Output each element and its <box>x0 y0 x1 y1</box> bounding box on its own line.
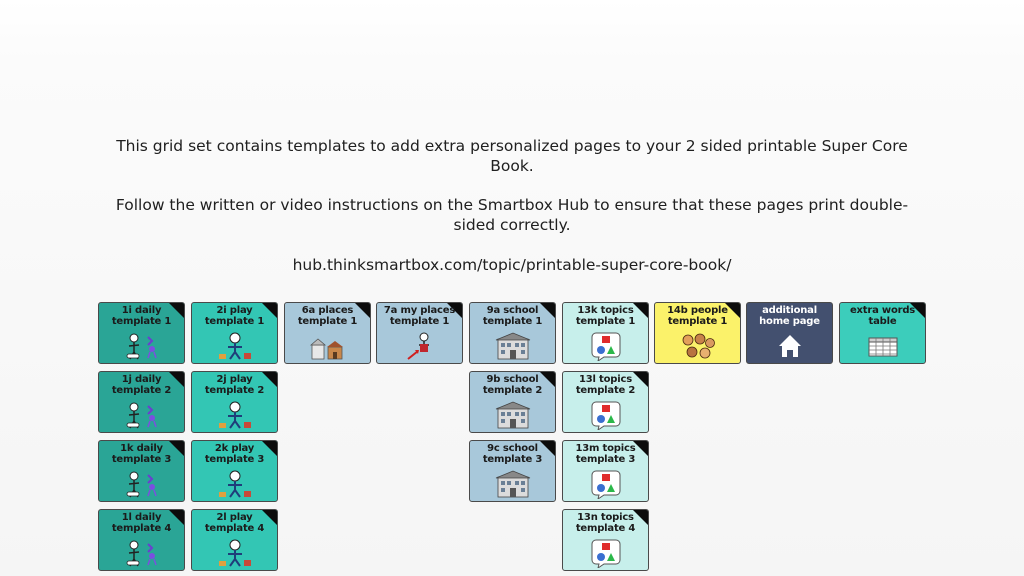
table-icon <box>863 331 903 361</box>
daily-routine-icon <box>122 400 162 430</box>
cell-label-line-2: template 4 <box>575 523 636 534</box>
cell-label-line-1: 1i daily <box>121 305 162 316</box>
daily-routine-icon <box>122 538 162 568</box>
cell-13l-topics-template-2[interactable] <box>562 371 649 433</box>
school-building-icon <box>493 400 533 430</box>
cell-label-line-2: template 1 <box>482 316 543 327</box>
places-icon <box>308 331 348 361</box>
cell-label-line-2: template 3 <box>482 454 543 465</box>
cell-label-line-1: 14b people <box>667 305 728 316</box>
my-places-icon <box>400 331 440 361</box>
cell-1l-daily-template-4[interactable] <box>98 509 185 571</box>
topics-shapes-icon <box>586 469 626 499</box>
cell-label-line-2: template 1 <box>667 316 728 327</box>
cell-additional-home-page[interactable] <box>746 302 833 364</box>
home-icon <box>770 331 810 361</box>
cell-label-line-2: template 2 <box>111 385 172 396</box>
cell-2l-play-template-4[interactable] <box>191 509 278 571</box>
cell-13n-topics-template-4[interactable] <box>562 509 649 571</box>
cell-6a-places-template-1[interactable] <box>284 302 371 364</box>
cell-label-line-2: template 4 <box>111 523 172 534</box>
cell-13k-topics-template-1[interactable] <box>562 302 649 364</box>
intro-line-2: Follow the written or video instructions on the Smartbox Hub to ensure that these pages print double-sided correctly. <box>115 196 909 234</box>
cell-label-line-2: table <box>868 316 897 327</box>
cell-label-line-1: 1j daily <box>121 374 162 385</box>
cell-9c-school-template-3[interactable] <box>469 440 556 502</box>
cell-label-line-1: 9c school <box>487 443 538 454</box>
cell-label-line-1: 2j play <box>216 374 253 385</box>
cell-label-line-2: template 1 <box>204 316 265 327</box>
cell-label-line-2: template 1 <box>389 316 450 327</box>
cell-label-line-1: 6a places <box>301 305 354 316</box>
cell-label-line-2: template 1 <box>575 316 636 327</box>
cell-label-line-2: home page <box>759 316 820 327</box>
cell-label-line-1: 13n topics <box>577 512 634 523</box>
cell-extra-words-table[interactable] <box>839 302 926 364</box>
cell-2k-play-template-3[interactable] <box>191 440 278 502</box>
cell-label-line-2: template 3 <box>204 454 265 465</box>
cell-label-line-2: template 3 <box>111 454 172 465</box>
intro-line-1: This grid set contains templates to add extra personalized pages to your 2 sided printable Super Core Book. <box>116 137 908 175</box>
cell-label-line-1: 13m topics <box>575 443 636 454</box>
people-icon <box>678 331 718 361</box>
cell-label-line-2: template 2 <box>204 385 265 396</box>
cell-label-line-2: template 3 <box>575 454 636 465</box>
cell-label-line-1: extra words <box>849 305 916 316</box>
topics-shapes-icon <box>586 538 626 568</box>
cell-label-line-2: template 1 <box>111 316 172 327</box>
cell-label-line-1: 13k topics <box>577 305 634 316</box>
daily-routine-icon <box>122 469 162 499</box>
school-building-icon <box>493 469 533 499</box>
topics-shapes-icon <box>586 400 626 430</box>
cell-label-line-2: template 2 <box>482 385 543 396</box>
play-icon <box>215 331 255 361</box>
cell-7a-my-places-template-1[interactable] <box>376 302 463 364</box>
cell-2j-play-template-2[interactable] <box>191 371 278 433</box>
school-building-icon <box>493 331 533 361</box>
cell-label-line-2: template 1 <box>297 316 358 327</box>
play-icon <box>215 400 255 430</box>
cell-9a-school-template-1[interactable] <box>469 302 556 364</box>
cell-label-line-2: template 2 <box>575 385 636 396</box>
cell-14b-people-template-1[interactable] <box>654 302 741 364</box>
cell-label-line-1: 1k daily <box>120 443 163 454</box>
play-icon <box>215 469 255 499</box>
topics-shapes-icon <box>586 331 626 361</box>
cell-label-line-1: 2l play <box>216 512 253 523</box>
cell-1j-daily-template-2[interactable] <box>98 371 185 433</box>
play-icon <box>215 538 255 568</box>
cell-1i-daily-template-1[interactable] <box>98 302 185 364</box>
hub-link[interactable]: hub.thinksmartbox.com/topic/printable-super-core-book/ <box>292 256 732 274</box>
cell-label-line-1: 2i play <box>216 305 253 316</box>
cell-label-line-1: 2k play <box>214 443 255 454</box>
cell-2i-play-template-1[interactable] <box>191 302 278 364</box>
daily-routine-icon <box>122 331 162 361</box>
cell-label-line-2: template 4 <box>204 523 265 534</box>
cell-label-line-1: additional <box>762 305 817 316</box>
cell-label-line-1: 9b school <box>486 374 539 385</box>
cell-9b-school-template-2[interactable] <box>469 371 556 433</box>
cell-1k-daily-template-3[interactable] <box>98 440 185 502</box>
cell-label-line-1: 1l daily <box>121 512 162 523</box>
cell-label-line-1: 9a school <box>486 305 539 316</box>
cell-13m-topics-template-3[interactable] <box>562 440 649 502</box>
intro-text <box>100 136 924 275</box>
cell-label-line-1: 7a my places <box>383 305 456 316</box>
cell-label-line-1: 13l topics <box>579 374 632 385</box>
